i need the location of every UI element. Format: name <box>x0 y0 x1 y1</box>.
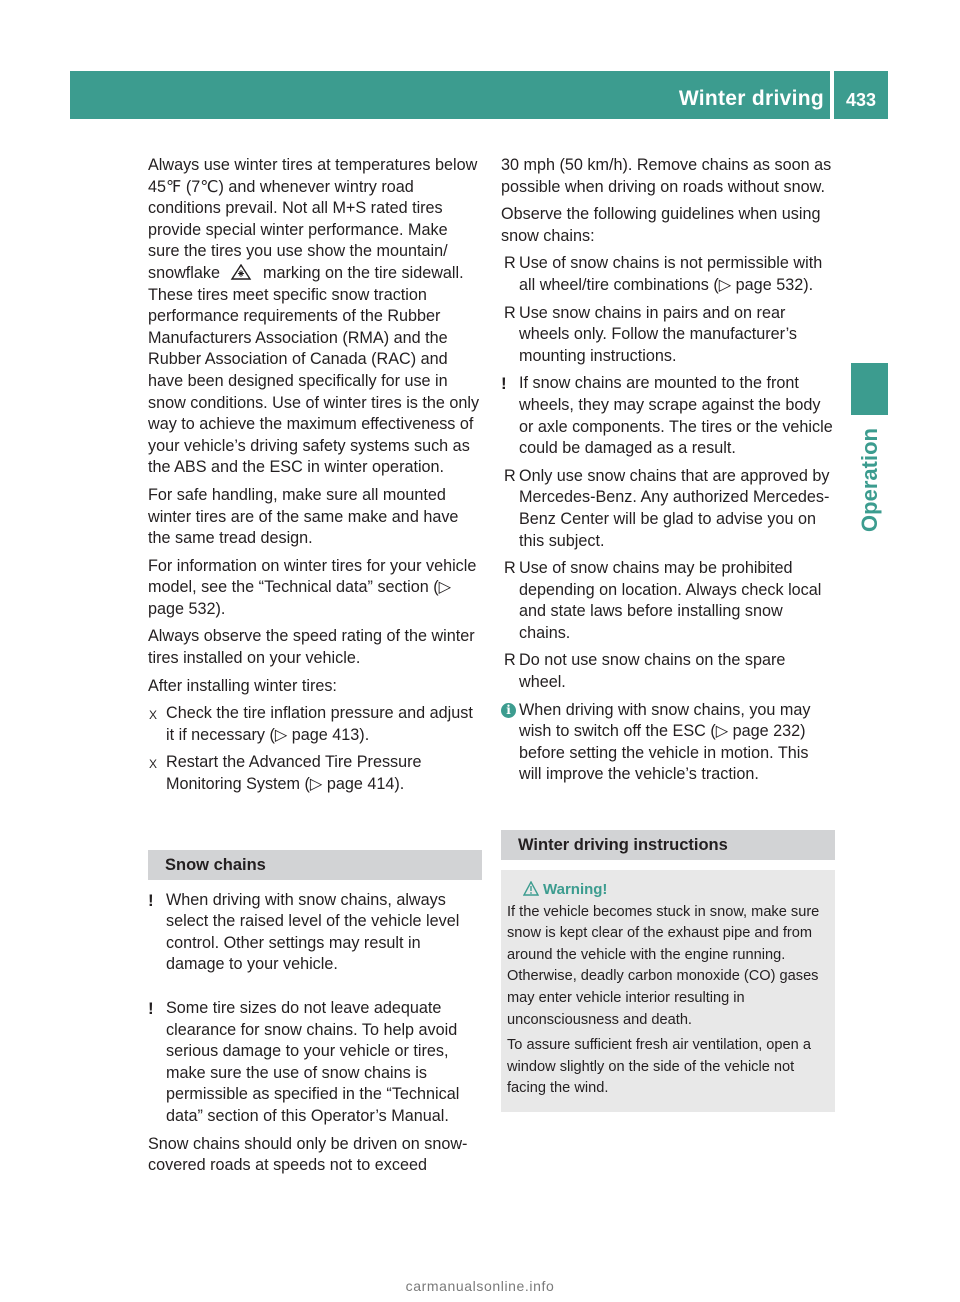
bullet-icon: R <box>504 559 516 578</box>
bullet-icon: R <box>504 651 516 670</box>
intro-text: Always use winter tires at temperatures below 45℉ (7℃) and whenever wintry road conditions prevail. Not all M+S rated tires provide special winter performance. Make sure the tires you use show the mountain/ <box>148 156 478 261</box>
side-tab <box>852 415 888 545</box>
warning-triangle-icon <box>523 881 539 896</box>
bullet-text: Use of snow chains may be prohibited depending on location. Always check local and state laws before installing snow chains. <box>519 559 822 642</box>
step-item <box>148 752 482 795</box>
left-column <box>148 155 482 1183</box>
warning-title-text: Warning! <box>543 881 608 899</box>
warning-paragraph-2: To assure sufficient fresh air ventilation, open a window slightly on the side of the vehicle not facing the wind. <box>507 1037 811 1097</box>
bullet-icon: R <box>504 466 516 485</box>
info-item <box>501 700 835 786</box>
snow-chains-heading: Snow chains <box>148 850 482 880</box>
intro-paragraph <box>148 155 482 479</box>
continuation-paragraph: 30 mph (50 km/h). Remove chains as soon as possible when driving on roads without snow. <box>501 156 832 196</box>
note-text: If snow chains are mounted to the front wheels, they may scrape against the body or axle components. The tires or the vehicle could be damaged as a result. <box>519 374 833 458</box>
bullet-text: Only use snow chains that are approved by Mercedes-Benz. Any authorized Mercedes-Benz Center will be glad to advise you on this subject. <box>519 466 830 550</box>
bullet-item <box>501 466 835 552</box>
right-column <box>501 155 835 1112</box>
info-text: When driving with snow chains, you may wish to switch off the ESC (▷ page 232) before setting the vehicle in motion. This will improve the vehicle’s traction. <box>519 700 811 784</box>
bullet-item <box>501 558 835 644</box>
note-item <box>148 890 482 976</box>
bullet-icon: R <box>504 254 516 273</box>
note-item <box>148 998 482 1128</box>
snowflake-word: snowflake <box>148 263 220 282</box>
bullet-item <box>501 303 835 368</box>
safe-handling-paragraph: For safe handling, make sure all mounted winter tires are of the same make and have the same tread design. <box>148 485 459 548</box>
speed-rating-paragraph: Always observe the speed rating of the winter tires installed on your vehicle. <box>148 627 475 668</box>
winter-instructions-heading: Winter driving instructions <box>501 830 835 860</box>
note-text: Some tire sizes do not leave adequate clearance for snow chains. To help avoid serious damage to your vehicle or tires, make sure the use of snow chains is permissible as specified in the “Technical data” section of this Operator’s Manual. <box>166 999 460 1125</box>
warning-title <box>507 879 829 901</box>
info-paragraph: For information on winter tires for your vehicle model, see the “Technical data” section (▷ page 532). <box>148 556 477 618</box>
exclamation-icon: ! <box>501 374 507 394</box>
bullet-item <box>501 253 835 296</box>
section-title: Winter driving <box>678 87 824 110</box>
step-arrow-icon: X <box>149 757 158 772</box>
side-tab-marker <box>851 363 888 415</box>
after-install-paragraph: After installing winter tires: <box>148 676 337 695</box>
bullet-text: Do not use snow chains on the spare wheel. <box>519 651 786 692</box>
bullet-text: Use of snow chains is not permissible with all wheel/tire combinations (▷ page 532). <box>519 254 823 294</box>
warning-box <box>501 870 835 1112</box>
mountain-snowflake-icon <box>230 264 252 280</box>
watermark: carmanualsonline.info <box>405 1278 555 1294</box>
snowflake-after-text: marking on the tire sidewall. These tires meet specific snow traction performance requirements of the Rubber Manufacturers Association (RMA) and the Rubber Association of Canada (RAC) and have been designed specifically for use in snow conditions. Use of winter tires is the only way to achieve the maximum effectiveness of your vehicle’s driving safety systems such as the ABS and the ESC in winter operation. <box>148 263 480 477</box>
step-item <box>148 703 482 746</box>
bullet-icon: R <box>504 303 516 322</box>
note-text: When driving with snow chains, always select the raised level of the vehicle level control. Other settings may result in damage to your vehicle. <box>166 890 460 974</box>
side-tab-label: Operation <box>857 428 882 532</box>
step-text: Check the tire inflation pressure and adjust it if necessary (▷ page 413). <box>166 704 473 744</box>
bullet-item <box>501 650 835 693</box>
info-icon: i <box>501 703 516 718</box>
guidelines-intro: Observe the following guidelines when using snow chains: <box>501 205 821 245</box>
step-text: Restart the Advanced Tire Pressure Monitoring System (▷ page 414). <box>166 753 422 794</box>
note-item <box>501 373 835 459</box>
bullet-text: Use snow chains in pairs and on rear wheels only. Follow the manufacturer’s mounting instructions. <box>519 303 798 365</box>
warning-paragraph-1: If the vehicle becomes stuck in snow, make sure snow is kept clear of the exhaust pipe and from around the vehicle with the engine running. Otherwise, deadly carbon monoxide (CO) gases may enter vehicle interior resulting in unconsciousness and death. <box>507 903 820 1028</box>
exclamation-icon: ! <box>148 999 154 1018</box>
step-arrow-icon: X <box>149 708 158 723</box>
closing-paragraph: Snow chains should only be driven on snow-covered roads at speeds not to exceed <box>148 1134 468 1175</box>
page-number: 433 <box>845 90 877 110</box>
exclamation-icon: ! <box>148 890 154 910</box>
